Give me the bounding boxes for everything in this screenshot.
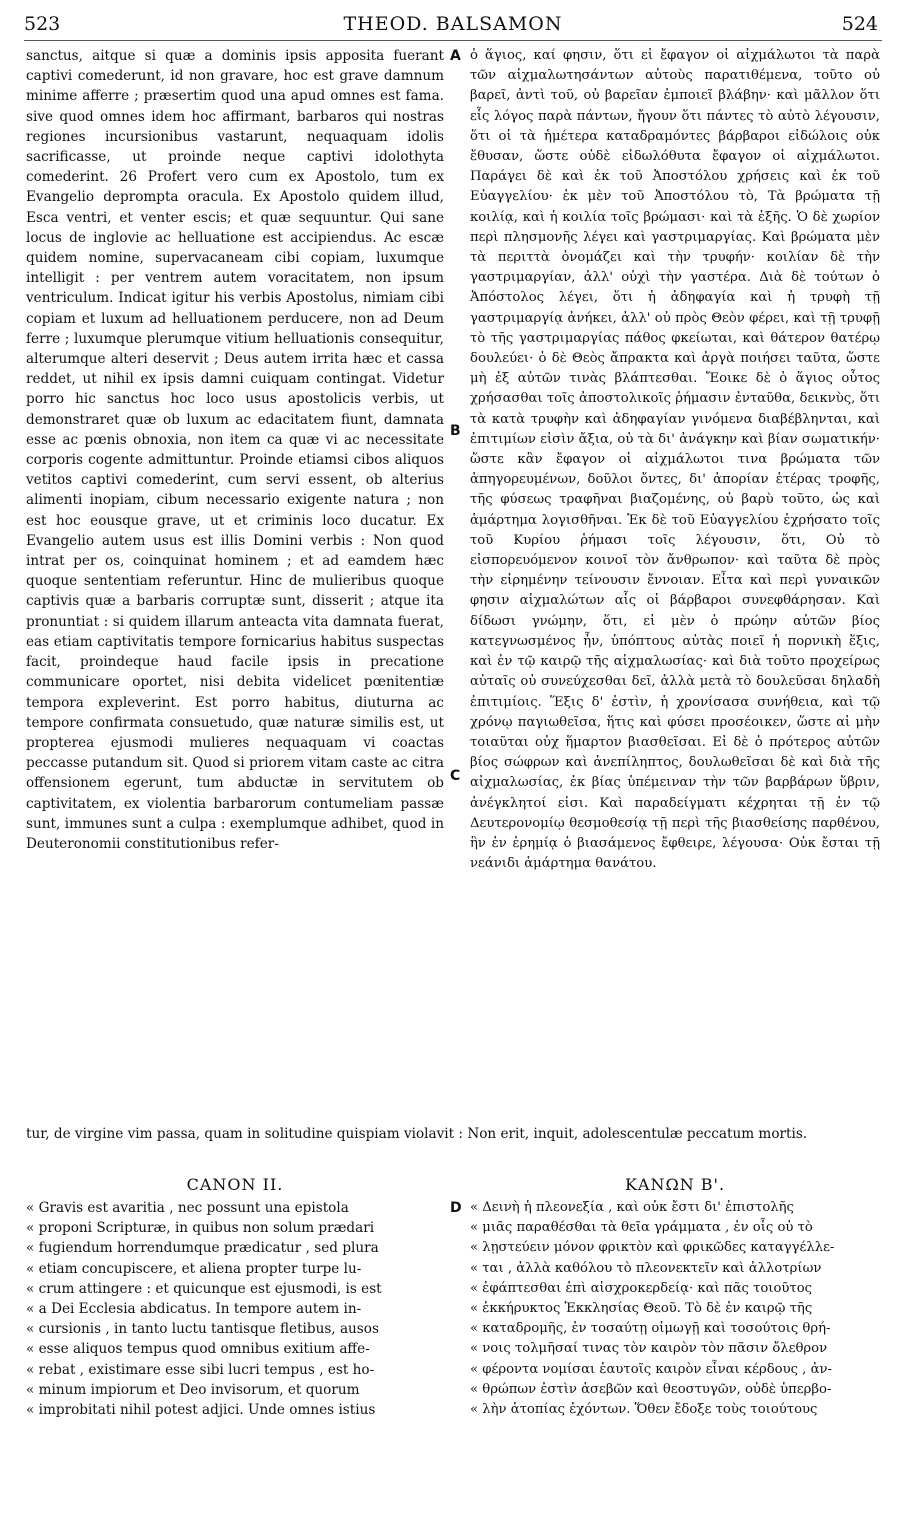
margin-marker-b: B xyxy=(450,423,461,439)
canon-title-latin: CANON II. xyxy=(186,1175,284,1194)
canon-greek-line: « ἐφάπτεσθαι ἐπὶ αἰσχροκερδείᾳ· καὶ πᾶς τοιοῦτος xyxy=(470,1280,813,1296)
canon-latin-line: « fugiendum horrendumque prædicatur , sed plura xyxy=(26,1240,379,1257)
margin-marker-d: D xyxy=(450,1200,462,1216)
canon-greek-line: « Δεινὴ ἡ πλεονεξία , καὶ οὐκ ἔστι δι' ἐπιστολῆς xyxy=(470,1200,794,1215)
running-title: THEOD. BALSAMON xyxy=(343,13,563,35)
canon-greek-line: « λῃστεύειν μόνον φρικτὸν καὶ φρικῶδες καταγγέλλε- xyxy=(470,1240,835,1256)
canon-greek-line: « ται , ἀλλὰ καθόλου τὸ πλεονεκτεῖν καὶ ἀλλοτρίων xyxy=(470,1260,822,1276)
canon-greek-line: « μιᾶς παραθέσθαι τὰ θεῖα γράμματα , ἐν οἷς οὐ τὸ xyxy=(470,1220,813,1236)
canon-latin-text xyxy=(26,1198,444,1420)
canon-latin-line: « improbitati nihil potest adjici. Unde omnes istius xyxy=(26,1402,376,1419)
latin-commentary-tail: tur, de virgine vim passa, quam in solitudine quispiam violavit : Non erit, inquit, adolescentulæ peccatum mortis. xyxy=(26,1126,808,1142)
canon-greek-line: « λὴν ἀτοπίας ἐχόντων. Ὅθεν ἔδοξε τοὺς τοιούτους xyxy=(470,1402,818,1418)
margin-marker-a: A xyxy=(450,48,461,64)
right-page-number: 524 xyxy=(841,13,878,35)
canon-latin-line: « crum attingere : et quicunque est ejusmodi, is est xyxy=(26,1280,382,1297)
canon-latin-line: « rebat , existimare esse sibi lucri tempus , est ho- xyxy=(26,1361,375,1378)
canon-title-greek: ΚΑΝΩΝ Β'. xyxy=(624,1175,726,1194)
canon-latin-line: « etiam concupiscere, et aliena propter turpe lu- xyxy=(26,1260,362,1277)
canon-greek-line: « νοις τολμῆσαί τινας τὸν καιρὸν τὸν πᾶσιν ὄλεθρον xyxy=(470,1341,828,1357)
margin-marker-c: C xyxy=(450,768,461,784)
canon-latin-line: « proponi Scripturæ, in quibus non solum prædari xyxy=(26,1220,375,1237)
canon-greek-line: « φέροντα νομίσαι ἑαυτοῖς καιρὸν εἶναι κέρδους , ἀν- xyxy=(470,1361,832,1377)
greek-commentary-column: ὁ ἅγιος, καί φησιν, ὅτι εἰ ἔφαγον οἱ αἰχμάλωτοι τὰ παρὰ τῶν αἰχμαλωτησάντων αὐτοὺς παρατιθέμενα, τοῦτο οὐ βαρεῖ, ἀντὶ τοῦ, οὐ βαρεῖαν ἐμποιεῖ βλάβην· καὶ μᾶλλον ὅτι εἷς λόγος παρὰ πάντων, ἤγουν ὅτι πάντες τὸ αὐτὸ λέγουσιν, ὅτι οἱ τὰ ἡμέτερα καταδραμόντες βάρβαροι εἰδώλοις οὐκ ἔθυσαν, ὥστε οὐδὲ εἰδωλόθυτα ἔφαγον οἱ αἰχμάλωτοι. Παράγει δὲ καὶ ἐκ τοῦ Ἀποστόλου χρήσεις καὶ ἐκ τοῦ Εὐαγγελίου· ἐκ μὲν τοῦ Ἀποστόλου τὸ, Τὰ βρώματα τῇ κοιλίᾳ, καὶ ἡ κοιλία τοῖς βρώμασι· καὶ τὰ ἑξῆς. Ὁ δὲ χωρίον περὶ πλησμονῆς λέγει καὶ γαστριμαργίας. Καὶ βρώματα μὲν τὰ περιττὰ ὀνομάζει καὶ τὴν τρυφήν· κοιλίαν δὲ τὴν γαστριμαργίαν, ἀλλ' οὐχὶ τὴν γαστέρα. Διὰ δὲ τούτων ὁ Ἀπόστολος λέγει, ὅτι ἡ ἀδηφαγία καὶ ἡ τρυφὴ τῇ γαστριμαργίᾳ ἀνήκει, ἀλλ' οὐ πρὸς Θεὸν φέρει, καὶ τῇ τρυφῇ τὸ τῆς γαστριμαργίας πάθος φκείωται, καὶ θάτερον θατέρῳ δουλεύει· ὁ δὲ Θεὸς ἄπρακτα καὶ ἀργὰ ποιήσει ταῦτα, ὥστε μὴ ἐξ αὐτῶν τινὰς βλάπτεσθαι. Ἔοικε δὲ ὁ ἅγιος οὗτος χρήσασθαι τοῖς ἀποστολικοῖς ῥήμασιν ἐνταῦθα, δεικνὺς, ὅτι τὰ κατὰ τρυφὴν καὶ ἀδηφαγίαν γινόμενα διαβέβληνται, καὶ ἐπιτιμίων εἰσὶν ἄξια, οὐ τὰ δι' ἀνάγκην καὶ βίαν σωματικήν· ὥστε κἂν ἔφαγον οἱ αἰχμάλωτοι τινα βρώματα τῶν ἀπηγορευμένων, δοῦλοι ὄντες, δι' ἀπορίαν ἑτέρας τροφῆς, τῆς φύσεως τραφῆναι βιαζομένης, οὐ βαρὺ τοῦτο, ὡς καὶ ἁμάρτημα λογισθῆναι. Ἐκ δὲ τοῦ Εὐαγγελίου ἐχρήσατο τοῖς τοῦ Κυρίου ῥήμασι τοῖς λέγουσιν, ὅτι, Οὐ τὸ εἰσπορευόμενον κοινοῖ τὸν ἄνθρωπον· καὶ ταῦτα δὲ πρὸς τὴν εἰρημένην τείνουσιν ἔννοιαν. Εἶτα καὶ περὶ γυναικῶν φησιν αἰχμαλώτων αἷς οἱ βάρβαροι συνεφθάρησαν. Καὶ δίδωσι γνώμην, ὅτι, εἰ μὲν ὁ πρώην αὐτῶν βίος κατεγνωσμένος ἦν, ὑπόπτους αὐτὰς ποιεῖ ἡ πορνικὴ ἕξις, καὶ ἐν τῷ καιρῷ τῆς αἰχμαλωσίας· καὶ διὰ τοῦτο προχείρως αὐταῖς οὐ συνεύχεσθαι δεῖ, ἀλλὰ μετὰ τὸ δουλεῦσαι δηλαδὴ ἐπιτιμίοις. Ἕξις δ' ἐστὶν, ἡ χρονίσασα συνήθεια, καὶ τῷ χρόνῳ παγιωθεῖσα, ἥτις καὶ φύσει προσέοικεν, ὥστε αἱ μὴν τοιαῦται οὐχ ἥμαρτον βιασθεῖσαι. Εἰ δὲ ὁ πρότερος αὐτῶν βίος σώφρων καὶ ἀνεπίληπτος, δουλωθεῖσαι δὲ καὶ διὰ τῆς αἰχμαλωσίας, ἐκ βίας ὑπέμειναν τὴν τῶν βαρβάρων ὕβριν, ἀνέγκλητοί εἰσι. Καὶ παραδείγματι κέχρηται τῇ ἐν τῷ Δευτερονομίῳ θεσμοθεσίᾳ τῇ περὶ τῆς βιασθείσης παρθένου, ἣν ἐν ἐρημίᾳ ὁ βιασάμενος ἔφθειρε, λέγουσα· Οὐκ ἔσται τῇ νεάνιδι ἁμάρτημα θανάτου. xyxy=(470,48,880,872)
left-page-number: 523 xyxy=(24,13,61,35)
canon-greek-text xyxy=(470,1198,880,1420)
canon-latin-line: « esse aliquos tempus quod omnibus exitium affe- xyxy=(26,1341,370,1358)
canon-latin-line: « minum impiorum et Deo invisorum, et quorum xyxy=(26,1381,360,1398)
latin-commentary-column: sanctus, aitque si quæ a dominis ipsis apposita fuerant captivi comederunt, id non gravare, hoc est grave damnum minime afferre ; præsertim quod una apud omnes est fama. sive quod omnes idem hoc affirmant, barbaros qui nostras regiones incursionibus vastarunt, nequaquam idolis sacrificasse, ut proinde neque captivi idolothyta comederint. 26 Profert vero cum ex Apostolo, tum ex Evangelio deprompta oracula. Ex Apostolo quidem illud, Esca ventri, et venter escis; et quæ sequuntur. Qui sane locus de inglovie ac helluatione est accipiendus. Ac escæ quidem nomine, supervacaneam cibi copiam, luxumque intelligit : per ventrem autem voracitatem, non ipsum ventriculum. Indicat igitur his verbis Apostolus, nimiam cibi copiam et luxum ad helluationem perducere, non ad Deum ferre ; luxumque plerumque vitium helluationis consequitur, alterumque alteri deservit ; Deus autem irrita hæc et cassa reddet, ut nihil ex ipsis damni cuiquam contingat. Videtur porro hic sanctus hoc loco usus apostolicis verbis, ut demonstraret quæ ob luxum ac edacitatem fiunt, damnata esse ac pœnis obnoxia, non item ca quæ vi ac necessitate corporis cogente admittuntur. Proinde etiamsi cibos aliquos vetitos captivi comederint, cum servi essent, ob alterius alimenti inopiam, cibum necessario exigente natura ; non est hoc eousque grave, ut et criminis loco ducatur. Ex Evangelio autem usus est illis Domini verbis : Non quod intrat per os, coinquinat hominem ; et ad eamdem hæc quoque sententiam referuntur. Hinc de mulieribus quoque captivis quæ a barbaris corruptæ sunt, disserit ; atque ita pronuntiat : si quidem illarum anteacta vita damnata fuerat, eas etiam captivitatis tempore fornicarius habitus suspectas facit, proindeque haud facile ipsis in precatione communicare oportet, nisi debita videlicet pœnitentiæ tempora expleverint. Est porro habitus, diuturna ac tempore confirmata consuetudo, quæ naturæ similis est, ut propterea ejusmodi mulieres nequaquam vi coactas peccasse putandum sit. Quod si priorem vitam caste ac citra offensionem egerunt, tum abductæ in servitutem ob captivitatem, ex violentia barbarorum contumeliam passæ sunt, immunes sunt a culpa : exemplumque adhibet, quod in Deuteronomii constitutionibus refer- xyxy=(26,48,444,852)
canon-latin-line: « a Dei Ecclesia abdicatus. In tempore autem in- xyxy=(26,1301,362,1318)
canon-latin-line: « cursionis , in tanto luctu tantisque fletibus, ausos xyxy=(26,1321,379,1338)
canon-greek-line: « ἐκκήρυκτος Ἐκκλησίας Θεοῦ. Τὸ δὲ ἐν καιρῷ τῆς xyxy=(470,1301,813,1317)
canon-latin-line: « Gravis est avaritia , nec possunt una epistola xyxy=(26,1200,349,1216)
canon-greek-line: « καταδρομῆς, ἐν τοσαύτῃ οἰμωγῇ καὶ τοσούτοις θρή- xyxy=(470,1321,831,1337)
canon-greek-line: « θρώπων ἐστὶν ἀσεβῶν καὶ θεοστυγῶν, οὐδὲ ὑπερβο- xyxy=(470,1381,832,1397)
header-rule xyxy=(24,40,882,41)
